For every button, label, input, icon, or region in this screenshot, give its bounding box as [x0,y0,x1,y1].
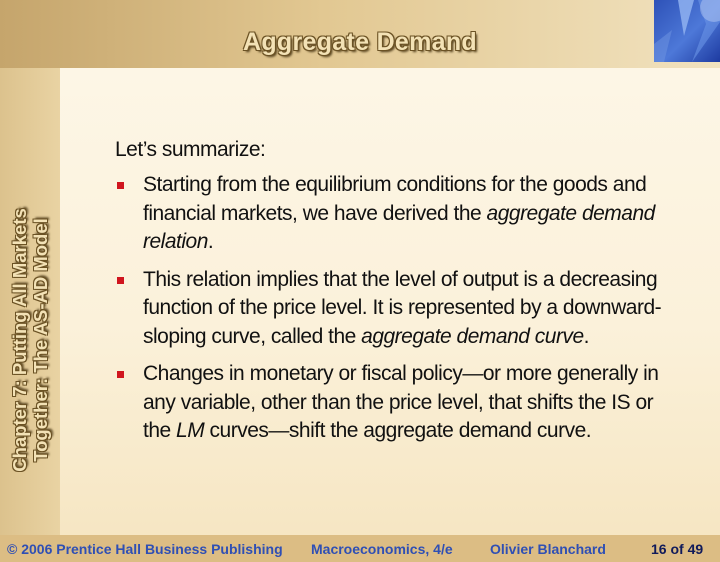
page-counter: 16 of 49 [651,541,704,557]
side-title-line-1: Chapter 7: Putting All Markets [9,208,30,472]
bullet-text-end: . [583,324,589,348]
intro-text: Let’s summarize: [115,138,266,161]
bullet-text-end: curves—shift the aggregate demand curve. [204,419,592,442]
footer-bar [0,535,720,562]
bullet-square-icon [117,277,124,284]
slide-title: Aggregate Demand [242,28,477,56]
bullet-item [115,171,665,257]
bullet-list [115,171,665,455]
footer-copyright: © 2006 Prentice Hall Business Publishing [7,541,283,557]
bullet-text: Starting from the equilibrium conditions for the goods and financial markets, we have derived the [143,173,647,225]
bullet-square-icon [117,371,124,378]
side-title-line-2: Together: The AS-AD Model [30,218,51,462]
bullet-item [115,360,665,446]
bullet-text: This relation implies that the level of output is a decreasing function of the price level. It is represented by a downward-sloping curve, called the [143,267,662,348]
bullet-text: Changes in monetary or fiscal policy—or more generally in any variable, other than the price level, that shifts the IS or the [143,362,659,442]
bullet-item [115,266,665,352]
bullet-text-end: . [207,230,214,253]
bullet-emphasis: aggregate demand relation [143,201,655,253]
bullet-emphasis: aggregate demand curve [361,324,584,348]
footer-author: Olivier Blanchard [490,541,606,557]
bullet-square-icon [117,182,124,189]
bullet-emphasis: LM [176,419,205,442]
footer-book: Macroeconomics, 4/e [311,541,453,557]
